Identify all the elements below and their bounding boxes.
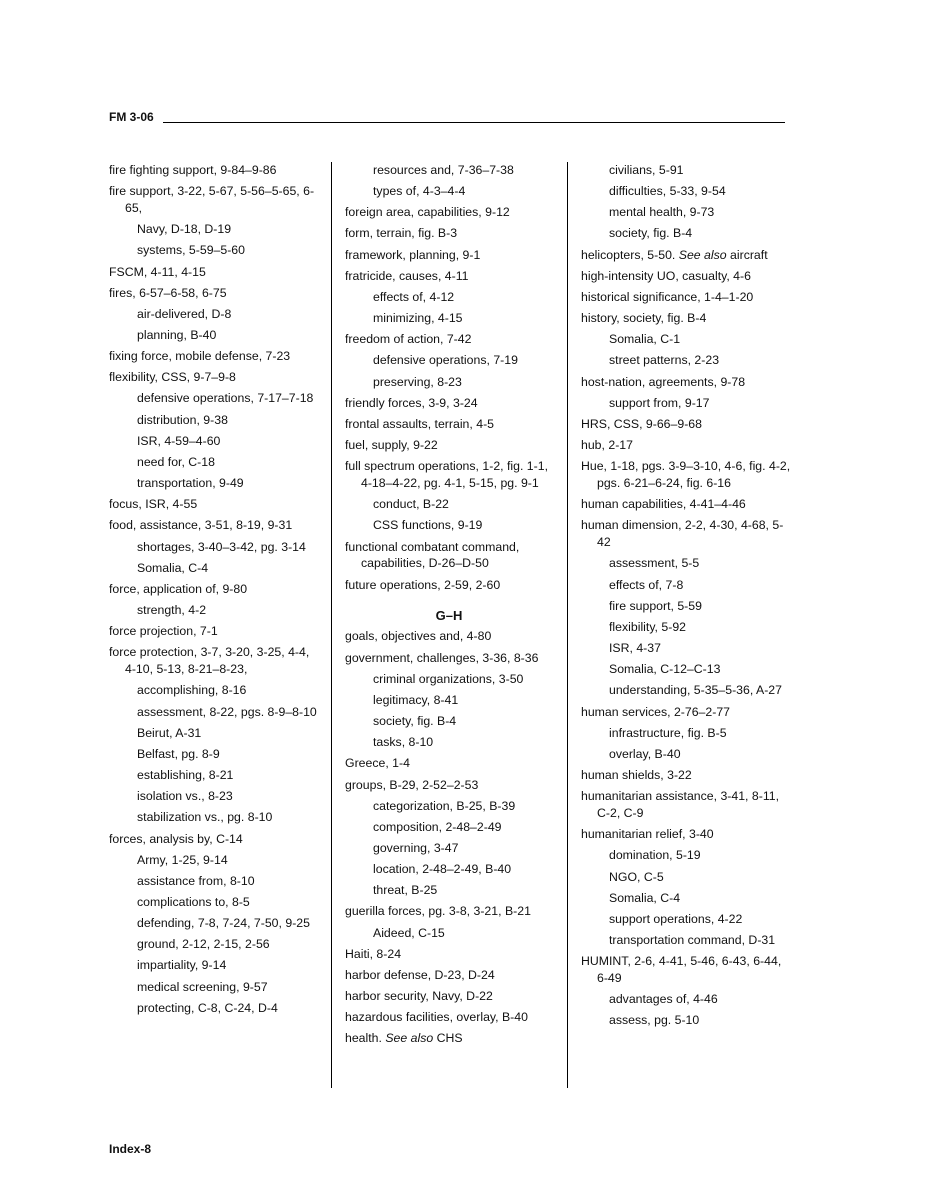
index-subentry: support from, 9-17 [609, 395, 710, 410]
index-entry: Haiti, 8-24 [345, 946, 402, 961]
index-subentry: domination, 5-19 [609, 848, 701, 863]
index-subentry: ISR, 4-59–4-60 [137, 433, 221, 448]
index-entry: history, society, fig. B-4 [581, 311, 707, 326]
index-subentry: civilians, 5-91 [609, 163, 684, 177]
index-entry: friendly forces, 3-9, 3-24 [345, 395, 478, 410]
index-subentry: assistance from, 8-10 [137, 873, 255, 888]
index-subentry: minimizing, 4-15 [373, 311, 463, 326]
index-subentry: preserving, 8-23 [373, 374, 462, 389]
index-entry: humanitarian assistance, 3-41, 8-11, C-2, C-9 [581, 789, 779, 821]
index-subentry: street patterns, 2-23 [609, 353, 720, 368]
index-entry: fixing force, mobile defense, 7-23 [109, 349, 291, 364]
index-subentry: medical screening, 9-57 [137, 979, 268, 994]
index-subentry: tasks, 8-10 [373, 735, 434, 750]
index-column-3 [581, 162, 793, 1034]
index-subentry: types of, 4-3–4-4 [373, 184, 466, 199]
index-entry: framework, planning, 9-1 [345, 247, 481, 262]
header-rule [163, 122, 785, 123]
index-subentry: assessment, 5-5 [609, 556, 700, 571]
index-subentry: systems, 5-59–5-60 [137, 243, 245, 258]
index-subentry: legitimacy, 8-41 [373, 692, 459, 707]
index-subentry: assess, pg. 5-10 [609, 1013, 700, 1028]
index-subentry: understanding, 5-35–5-36, A-27 [609, 683, 782, 698]
index-entry: humanitarian relief, 3-40 [581, 827, 714, 842]
index-subentry: location, 2-48–2-49, B-40 [373, 862, 512, 877]
index-subentry: complications to, 8-5 [137, 894, 250, 909]
index-entry: human services, 2-76–2-77 [581, 704, 731, 719]
index-subentry: defending, 7-8, 7-24, 7-50, 9-25 [137, 916, 310, 931]
index-subentry: distribution, 9-38 [137, 412, 228, 427]
index-subentry: CSS functions, 9-19 [373, 518, 483, 533]
column-divider-1 [331, 162, 332, 1088]
index-entry: government, challenges, 3-36, 8-36 [345, 650, 539, 665]
index-subentry: protecting, C-8, C-24, D-4 [137, 1000, 278, 1015]
index-entry: fratricide, causes, 4-11 [345, 268, 469, 283]
index-subentry: Belfast, pg. 8-9 [137, 746, 220, 761]
index-entry: groups, B-29, 2-52–2-53 [345, 777, 479, 792]
index-entry: future operations, 2-59, 2-60 [345, 577, 501, 592]
index-entry: frontal assaults, terrain, 4-5 [345, 416, 494, 431]
index-subentry: shortages, 3-40–3-42, pg. 3-14 [137, 539, 306, 554]
running-header: FM 3-06 [109, 110, 154, 124]
index-subentry: conduct, B-22 [373, 497, 449, 512]
index-entry: host-nation, agreements, 9-78 [581, 374, 746, 389]
index-subentry: criminal organizations, 3-50 [373, 671, 524, 686]
index-entry: force, application of, 9-80 [109, 581, 248, 596]
index-entry: human capabilities, 4-41–4-46 [581, 497, 746, 512]
index-entry: human dimension, 2-2, 4-30, 4-68, 5-42 [581, 518, 784, 550]
index-entry: Greece, 1-4 [345, 756, 410, 771]
index-entry: food, assistance, 3-51, 8-19, 9-31 [109, 518, 293, 533]
index-entry: fires, 6-57–6-58, 6-75 [109, 285, 227, 300]
index-subentry: planning, B-40 [137, 328, 217, 342]
index-subentry: assessment, 8-22, pgs. 8-9–8-10 [137, 704, 317, 719]
index-entry: fire fighting support, 9-84–9-86 [109, 163, 277, 177]
index-subentry: Somalia, C-1 [609, 332, 681, 347]
index-subentry: society, fig. B-4 [609, 226, 693, 241]
index-entry: focus, ISR, 4-55 [109, 497, 198, 512]
index-subentry: air-delivered, D-8 [137, 306, 232, 321]
index-subentry: threat, B-25 [373, 883, 438, 898]
index-entry: harbor defense, D-23, D-24 [345, 967, 495, 982]
index-subentry: need for, C-18 [137, 454, 215, 469]
index-entry: Hue, 1-18, pgs. 3-9–3-10, 4-6, fig. 4-2, pgs. 6-21–6-24, fig. 6-16 [581, 459, 791, 491]
index-subentry: Navy, D-18, D-19 [137, 222, 232, 237]
index-subentry: NGO, C-5 [609, 869, 664, 884]
index-entry: HRS, CSS, 9-66–9-68 [581, 416, 702, 431]
index-entry: guerilla forces, pg. 3-8, 3-21, B-21 [345, 904, 531, 919]
index-subentry: Somalia, C-4 [609, 890, 681, 905]
index-subentry: transportation command, D-31 [609, 933, 776, 948]
index-subentry: categorization, B-25, B-39 [373, 798, 516, 813]
page-number: Index-8 [109, 1142, 152, 1156]
index-subentry: resources and, 7-36–7-38 [373, 163, 514, 177]
index-subentry: overlay, B-40 [609, 746, 681, 761]
index-entry: harbor security, Navy, D-22 [345, 989, 493, 1004]
index-entry: goals, objectives and, 4-80 [345, 629, 492, 644]
index-entry: FSCM, 4-11, 4-15 [109, 264, 206, 279]
index-subentry: ISR, 4-37 [609, 641, 661, 656]
index-subentry: Army, 1-25, 9-14 [137, 852, 228, 867]
index-entry: force projection, 7-1 [109, 624, 218, 639]
index-subentry: flexibility, 5-92 [609, 619, 686, 634]
index-subentry: composition, 2-48–2-49 [373, 819, 502, 834]
index-entry: freedom of action, 7-42 [345, 332, 472, 347]
index-entry: fire support, 3-22, 5-67, 5-56–5-65, 6-65, [109, 184, 315, 216]
index-subentry: Beirut, A-31 [137, 725, 202, 740]
index-subentry: stabilization vs., pg. 8-10 [137, 810, 273, 825]
index-subentry: difficulties, 5-33, 9-54 [609, 184, 726, 199]
index-entry: functional combatant command, capabilities, D-26–D-50 [345, 539, 520, 571]
index-subentry: ground, 2-12, 2-15, 2-56 [137, 937, 270, 952]
index-column-2 [345, 162, 553, 1052]
index-entry: helicopters, 5-50. See also aircraft [581, 247, 768, 262]
index-subentry: isolation vs., 8-23 [137, 789, 233, 804]
index-entry: foreign area, capabilities, 9-12 [345, 205, 510, 220]
column-divider-2 [567, 162, 568, 1088]
index-subentry: accomplishing, 8-16 [137, 683, 247, 698]
index-subentry: defensive operations, 7-17–7-18 [137, 391, 314, 406]
index-subentry: impartiality, 9-14 [137, 958, 227, 973]
index-entry: full spectrum operations, 1-2, fig. 1-1, 4-18–4-22, pg. 4-1, 5-15, pg. 9-1 [345, 459, 548, 491]
index-subentry: fire support, 5-59 [609, 598, 702, 613]
index-entry: form, terrain, fig. B-3 [345, 226, 458, 241]
index-entry: hub, 2-17 [581, 438, 633, 453]
index-subentry: Aideed, C-15 [373, 925, 445, 940]
index-entry: force protection, 3-7, 3-20, 3-25, 4-4, 4-10, 5-13, 8-21–8-23, [109, 645, 310, 677]
index-subentry: transportation, 9-49 [137, 476, 244, 491]
index-subentry: defensive operations, 7-19 [373, 353, 518, 368]
index-entry: forces, analysis by, C-14 [109, 831, 243, 846]
index-entry: high-intensity UO, casualty, 4-6 [581, 268, 751, 283]
index-entry: human shields, 3-22 [581, 768, 692, 783]
index-subentry: society, fig. B-4 [373, 714, 457, 729]
index-entry: hazardous facilities, overlay, B-40 [345, 1010, 528, 1025]
index-subentry: mental health, 9-73 [609, 205, 715, 220]
index-subentry: advantages of, 4-46 [609, 992, 718, 1007]
index-entry: health. See also CHS [345, 1031, 463, 1046]
index-subentry: Somalia, C-4 [137, 560, 209, 575]
index-entry: fuel, supply, 9-22 [345, 438, 438, 453]
index-column-1 [109, 162, 321, 1021]
index-entry: historical significance, 1-4–1-20 [581, 289, 754, 304]
index-subentry: effects of, 4-12 [373, 289, 455, 304]
index-subentry: support operations, 4-22 [609, 911, 743, 926]
index-subentry: effects of, 7-8 [609, 577, 684, 592]
index-entry: HUMINT, 2-6, 4-41, 5-46, 6-43, 6-44, 6-49 [581, 954, 782, 986]
index-subentry: infrastructure, fig. B-5 [609, 725, 727, 740]
index-entry: flexibility, CSS, 9-7–9-8 [109, 370, 236, 385]
index-subentry: governing, 3-47 [373, 841, 459, 855]
index-subentry: Somalia, C-12–C-13 [609, 662, 721, 677]
index-section-heading: G–H [435, 607, 463, 623]
index-subentry: strength, 4-2 [137, 603, 207, 618]
index-subentry: establishing, 8-21 [137, 768, 234, 783]
